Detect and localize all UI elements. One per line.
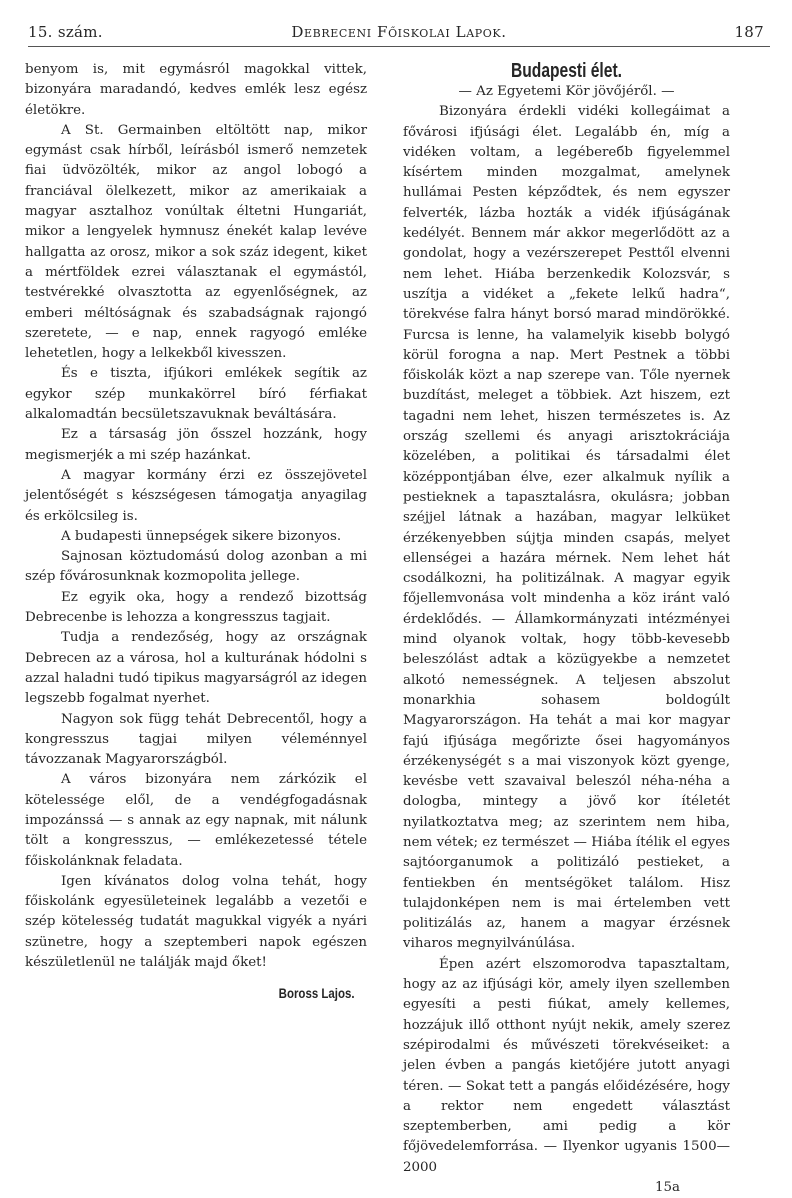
paragraph: A magyar kormány érzi ez összejövetel jelentőségét s készségesen támogatja anyagilag és erkölcsileg is. xyxy=(25,467,367,524)
paragraph: És e tiszta, ifjúkori emlékek segítik az egykor szép munkakörrel bíró férfiakat alkalomadtán becsületszavuknak beváltására. xyxy=(25,366,367,423)
right-column xyxy=(403,60,730,1198)
page-number: 187 xyxy=(734,23,764,41)
paragraph: Ez egyik oka, hogy a rendező bizottság Debrecenbe is lehozza a kongresszus tagjait. xyxy=(25,589,367,626)
paragraph: Nagyon sok függ tehát Debrecentől, hogy a kongresszus tagjai milyen véleménnyel távozzanak Magyarországból. xyxy=(25,711,367,768)
paragraph: A város bizonyára nem zárkózik el kötelessége elől, de a vendégfogadásnak impozánssá — s annak az egy napnak, mit nálunk tölt a kongresszus, — emlékezetessé tétele főiskolánknak feladata. xyxy=(25,772,367,869)
paragraph: A St. Germainben eltöltött nap, mikor egymást csak hírből, leírásból ismerő nemzetek fiai üdvözölték, mikor az angol lobogó a franciával ölelkezett, mikor az amerikaiak a magyar asztalhoz vonúltak éltetni Hungariát, mikor a lengyelek hymnusz énekét kalap levéve hallgatta az orosz, mikor a sok száz idegent, kiket a mértföldek ezrei választanak el egymástól, testvérekké olvasztotta az egyenlőségnek, az emberi méltóságnak és szabadságnak rajongó szeretete, — e nap, ennek ragyogó emléke lehetetlen, hogy a lelkekből kivesszen. xyxy=(25,122,367,362)
paragraph: Tudja a rendezőség, hogy az országnak Debrecen az a városa, hol a kulturának hódolni s azzal haladni tudó tipikus magyarságról az idegen legszebb fogalmat nyerhet. xyxy=(25,630,367,707)
paragraph: Ez a társaság jön ősszel hozzánk, hogy megismerjék a mi szép hazánkat. xyxy=(25,427,367,463)
paragraph: benyom is, mit egymásról magokkal vittek, bizonyára maradandó, kedves emlék lesz egész életökre. xyxy=(25,62,367,118)
left-column xyxy=(25,60,367,1004)
paragraph: Sajnosan köztudomású dolog azonban a mi szép fővárosunknak kozmopolita jellege. xyxy=(25,549,367,585)
article-subtitle: — Az Egyetemi Kör jövőjéről. — xyxy=(458,84,675,99)
journal-title: Debreceni Főiskolai Lapok. xyxy=(291,23,507,41)
author-signature xyxy=(25,983,367,1003)
sheet-signature-mark: 15a xyxy=(654,1180,680,1196)
running-header xyxy=(28,20,770,47)
paragraph: A budapesti ünnepségek sikere bizonyos. xyxy=(61,528,342,544)
article-title: Budapesti élet. xyxy=(511,60,622,82)
issue-number: 15. szám. xyxy=(28,23,103,41)
paragraph: Bizonyára érdekli vidéki kollegáimat a fővárosi ifjúsági élet. Legalább én, míg a vidéken voltam, a legébereбb figyelemmel kísértem minden mozgalmat, amelynek hullámai Pesten képződtek, és nem egyszer felverték, lázba hozták a vidék ifjúságának kedélyét. Bennem már akkor megerlődött az a gondolat, hogy a vezérszerepet Pesttől elvenni nem lehet. Hiába berzenkedik Kolozsvár, s uszítja a vidéket a „fekete lelkű hadra“, törekvése falra hányt borsó marad mindörökké. Furcsa is lenne, ha valamelyik kisebb bolygó körül forogna a nap. Mert Pestnek a többi főiskolák közt a nap szerepe van. Tőle nyernek buzdítást, meleget a többiek. Azt hiszem, ezt tagadni nem lehet, hiszen természetes is. Az ország szellemi és anyagi arisztokráciája közelében, a politikai és társadalmi élet középpontjában élve, ezer alkalmuk nyílik a pestieknek a tapasztalásra, okulásra; jobban széjjel látnak a hazában, magyar lelküket érzékenyebben sújtja minden csapás, melyet ellenségei a hazára mérnek. Nem lehet hát csodálkozni, ha politizálnak. A magyar egyik főjellemvonása volt mindenha a köz iránt való érdeklődés. — Államkormányzati intézményei mind olyanok voltak, hogy több-kevesebb beleszólást adtak a közügyekbe a nemzetet alkotó nemességnek. A teljesen abszolut monarkhia sohasem boldogúlt Magyarországon. Ha tehát a mai kor magyar fajú ifjúsága megőrizte ősei hagyományos érzékenységét s a mai viszonyok közt gyenge, kevésbe vett szavaival beleszól néha-néha a dologba, mintegy a jövő kor ítéletét nyilatkoztatva meg; az szerintem nem hiba, nem vétek; ez természet — Hiába ítélik el egyes sajtóorganumok a politizáló pestieket, a fentiekben én mentségöket találom. Hisz tulajdonképen nem is mai értelemben vett politizálás az, hanem a magyar érzésnek viharos megnyilvánúlása. xyxy=(403,104,730,952)
paragraph: Épen azért elszomorodva tapasztaltam, hogy az az ifjúsági kör, amely ilyen szellemben egyesíti a pesti fiúkat, amely kellemes, hozzájuk illő otthont nyújt nekik, amely szerez szépirodalmi és művészeti törekvéseiket: a jelen évben a pangás kietőjére jutott anyagi téren. — Sokat tett a pangás előidézésére, hogy a rektor nem engedett választást szeptemberben, ami pedig a kör főjövedelemforrása. — Ilyenkor ugyanis 1500—2000 xyxy=(403,956,730,1175)
author-signature-text: Boross Lajos. xyxy=(279,985,355,1002)
paragraph: Igen kívánatos dolog volna tehát, hogy főiskolánk egyesületeinek legalább a vezetői e szép kötelesség tudatát magukkal vigyék a nyári szünetre, hogy a szeptemberi napok egészen készületlenül ne találják majd őket! xyxy=(25,873,367,971)
